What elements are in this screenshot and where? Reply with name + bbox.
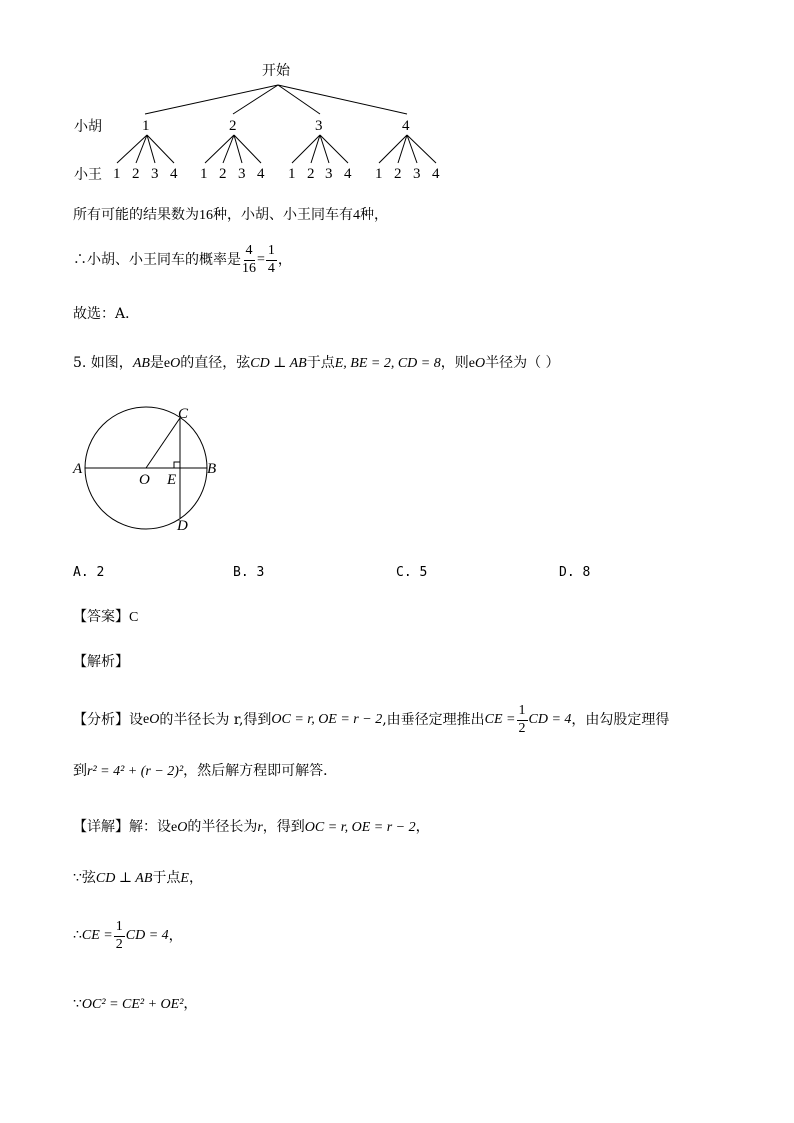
- math-ce: CE =: [81, 928, 113, 944]
- fraction-numerator: 1: [517, 704, 528, 721]
- fraction-1-4: [266, 244, 277, 276]
- tree-leaf: 3: [325, 166, 333, 182]
- fraction-4-16: [242, 244, 256, 276]
- choice-value: 2: [96, 565, 105, 580]
- analysis-text: 得到: [243, 712, 272, 729]
- math-cd-4: CD = 4: [125, 928, 169, 944]
- outcome-count: 16: [199, 208, 213, 223]
- detail-text: ，得到: [262, 819, 305, 835]
- because-symbol: ∵: [73, 871, 82, 886]
- probability-prefix: ∴小胡、小王同车的概率是: [73, 252, 241, 269]
- tree-leaf: 4: [432, 166, 440, 182]
- tree-row1-label: 小胡: [74, 119, 102, 135]
- choice-c: [396, 566, 427, 579]
- analysis-text: ，由勾股定理得: [571, 712, 670, 729]
- tree-leaf: 1: [288, 166, 296, 182]
- choice-key: C.: [396, 565, 412, 580]
- tree-leaf: 2: [307, 166, 315, 182]
- analysis-text: 设: [129, 712, 143, 729]
- analysis-line-2: [73, 764, 337, 779]
- equals-sign: =: [257, 252, 265, 268]
- tree-root: 开始: [262, 63, 290, 79]
- math-o: O: [177, 820, 188, 835]
- therefore-line-1: [73, 920, 183, 952]
- detail-tag: 【详解】: [73, 819, 129, 835]
- step-text: 于点: [152, 870, 181, 886]
- therefore-symbol: ∴: [73, 928, 82, 944]
- choice-d: [559, 566, 590, 579]
- detail-text: 解：设: [129, 819, 171, 835]
- probability-suffix: ，: [277, 252, 292, 269]
- detail-line: [73, 820, 430, 835]
- q5-text: 的直径，弦: [180, 355, 251, 371]
- math-equation: r² = 4² + (r − 2)²: [87, 764, 184, 779]
- tree-leaf: 4: [257, 166, 265, 182]
- circle-symbol: e: [143, 712, 150, 728]
- fraction-1-2: [114, 920, 125, 952]
- q5-text: 于点: [306, 355, 335, 371]
- circle-figure: [70, 396, 310, 556]
- fraction-numerator: 1: [114, 920, 125, 937]
- probability-line: [73, 244, 292, 276]
- step-text: 弦: [81, 870, 96, 886]
- fraction-numerator: 4: [244, 244, 255, 261]
- fraction-denominator: 2: [115, 936, 123, 952]
- step-text: ，: [183, 996, 198, 1012]
- math-pythagoras: OC² = CE² + OE²: [81, 997, 184, 1012]
- circle-symbol: e: [468, 356, 475, 371]
- tree-branch: 3: [315, 118, 323, 134]
- tree-leaf: 1: [113, 166, 121, 182]
- math-cd-perp-ab: CD ⊥ AB: [250, 356, 307, 371]
- circle-symbol: e: [163, 356, 171, 371]
- tree-leaf: 2: [394, 166, 402, 182]
- detail-text: 的半径长为: [187, 819, 258, 835]
- tree-leaf: 1: [200, 166, 208, 182]
- choice-value: 8: [582, 565, 591, 580]
- q5-text: 是: [149, 355, 164, 371]
- math-o: O: [170, 356, 181, 371]
- same-car-count: 4: [353, 208, 360, 223]
- label-c: C: [178, 406, 189, 422]
- outcome-text-b: 种，小胡、小王同车有: [213, 207, 353, 223]
- math-cd-perp-ab: CD ⊥ AB: [95, 871, 153, 886]
- fraction-denominator: 2: [518, 720, 526, 736]
- choice-a: [73, 566, 104, 579]
- tree-leaf: 3: [413, 166, 421, 182]
- tree-leaf: 3: [151, 166, 159, 182]
- math-e: E: [180, 871, 189, 886]
- analysis-tag: 【解析】: [73, 654, 129, 670]
- tree-leaf: 2: [132, 166, 140, 182]
- choice-key: B.: [233, 565, 249, 580]
- math-cd-4: CD = 4: [528, 712, 572, 728]
- analysis-tag-fenxi: 【分析】: [73, 712, 129, 729]
- outcome-text-a: 所有可能的结果数为: [73, 207, 199, 223]
- label-b: B: [207, 461, 217, 477]
- choice-b: [233, 566, 264, 579]
- tree-leaf: 4: [344, 166, 352, 182]
- answer-tag: 【答案】: [73, 609, 129, 625]
- label-a: A: [73, 461, 83, 477]
- tree-branch: 1: [142, 118, 150, 134]
- tree-row2-label: 小王: [74, 167, 102, 183]
- analysis-text: ,由垂径定理推出: [382, 712, 485, 729]
- because-line-1: [73, 871, 203, 886]
- choice-key: A.: [73, 565, 89, 580]
- choice-value: 3: [256, 565, 265, 580]
- choice-key: D.: [559, 565, 575, 580]
- step-text: ，: [188, 870, 203, 886]
- outcome-text-c: 种，: [360, 207, 388, 223]
- step-text: ，: [168, 928, 183, 945]
- answer-value: C: [129, 610, 139, 625]
- fraction-denominator: 16: [242, 260, 256, 276]
- fraction-1-2: [517, 704, 528, 736]
- math-ce: CE =: [484, 712, 516, 728]
- answer-line: [73, 610, 138, 625]
- because-symbol: ∵: [73, 997, 82, 1012]
- label-e: E: [167, 472, 177, 488]
- tree-branch: 4: [402, 118, 410, 134]
- detail-text: ，: [415, 819, 430, 835]
- analysis-text: 的半径长为 r,: [159, 712, 244, 729]
- math-r: r: [257, 820, 263, 835]
- math-o: O: [149, 712, 160, 728]
- math-oc-oe: OC = r, OE = r − 2: [304, 820, 416, 835]
- analysis-line: [73, 704, 669, 736]
- math-conditions: E, BE = 2, CD = 8: [334, 356, 441, 371]
- because-line-2: [73, 997, 197, 1012]
- question-5: [73, 356, 560, 371]
- label-o: O: [139, 472, 150, 488]
- right-angle-mark: [174, 462, 180, 468]
- tree-leaf: 3: [238, 166, 246, 182]
- tree-leaf: 2: [219, 166, 227, 182]
- label-d: D: [177, 518, 188, 534]
- math-ab: AB: [132, 356, 150, 371]
- tree-leaf: 1: [375, 166, 383, 182]
- circle-symbol: e: [171, 820, 178, 835]
- segment-oc: [146, 418, 180, 468]
- choice-value: 5: [419, 565, 428, 580]
- tree-branch: 2: [229, 118, 237, 134]
- analysis-text: 到: [73, 763, 87, 779]
- q5-text: 半径为（ ）: [485, 355, 560, 371]
- tree-leaf: 4: [170, 166, 178, 182]
- q5-text: ，则: [440, 355, 469, 371]
- choose-line: 故选：A．: [73, 306, 140, 322]
- q5-text: 5. 如图，: [73, 355, 133, 371]
- fraction-numerator: 1: [266, 244, 277, 261]
- fraction-denominator: 4: [267, 260, 275, 276]
- analysis-text: ，然后解方程即可解答．: [183, 763, 338, 779]
- math-oc-oe: OC = r, OE = r − 2: [271, 712, 383, 728]
- outcome-line: [73, 208, 388, 223]
- math-o: O: [474, 356, 486, 371]
